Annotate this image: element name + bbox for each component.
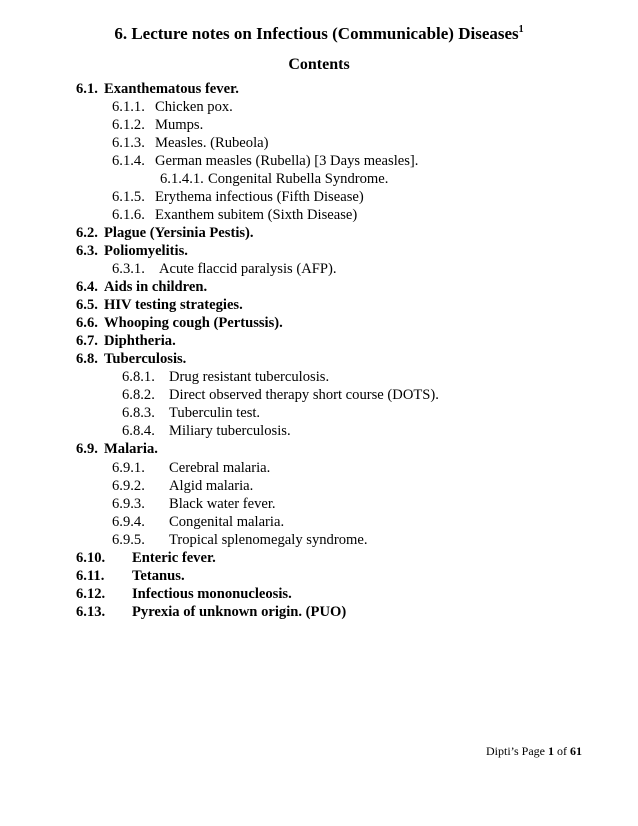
- toc-number: 6.13.: [76, 604, 106, 620]
- toc-number: 6.8.1.: [122, 369, 155, 385]
- toc-text: Infectious mononucleosis.: [132, 586, 292, 602]
- toc-number: 6.6.: [76, 315, 98, 331]
- toc-text: Tropical splenomegaly syndrome.: [169, 532, 368, 548]
- toc-number: 6.11.: [76, 568, 105, 584]
- toc-number: 6.1.3.: [112, 135, 145, 151]
- toc-text: Exanthem subitem (Sixth Disease): [155, 207, 358, 223]
- toc-number: 6.3.1.: [112, 261, 145, 277]
- toc-text: Exanthematous fever.: [104, 81, 239, 97]
- toc-text: HIV testing strategies.: [104, 297, 243, 313]
- toc-text: Malaria.: [104, 441, 158, 457]
- toc-text: German measles (Rubella) [3 Days measles].: [155, 153, 419, 169]
- toc-text: Congenital Rubella Syndrome.: [208, 171, 389, 187]
- toc-number: 6.12.: [76, 586, 106, 602]
- toc-number: 6.7.: [76, 333, 98, 349]
- toc-number: 6.1.1.: [112, 99, 145, 115]
- toc-number: 6.1.4.: [112, 153, 145, 169]
- toc-text: Miliary tuberculosis.: [169, 423, 291, 439]
- toc-text: Erythema infectious (Fifth Disease): [155, 189, 364, 205]
- toc-number: 6.9.3.: [112, 496, 145, 512]
- toc-text: Tuberculosis.: [104, 351, 187, 367]
- toc-text: Plague (Yersinia Pestis).: [104, 225, 254, 241]
- footer-page-total: 61: [570, 744, 582, 758]
- toc-text: Acute flaccid paralysis (AFP).: [159, 261, 337, 277]
- toc-number: 6.1.6.: [112, 207, 145, 223]
- toc-text: Direct observed therapy short course (DOTS).: [169, 387, 439, 403]
- toc-text: Congenital malaria.: [169, 514, 285, 530]
- toc-number: 6.5.: [76, 297, 98, 313]
- toc-number: 6.1.4.1.: [160, 171, 204, 187]
- toc-text: Algid malaria.: [169, 478, 254, 494]
- toc-number: 6.9.1.: [112, 460, 145, 476]
- toc-number: 6.9.: [76, 441, 98, 457]
- toc-number: 6.3.: [76, 243, 98, 259]
- toc-text: Aids in children.: [104, 279, 208, 295]
- toc-text: Mumps.: [155, 117, 204, 133]
- toc-number: 6.8.4.: [122, 423, 155, 439]
- toc-text: Chicken pox.: [155, 99, 233, 115]
- toc-number: 6.1.: [76, 81, 98, 97]
- footer-prefix: Dipti’s Page: [486, 744, 545, 758]
- toc-text: Whooping cough (Pertussis).: [104, 315, 283, 331]
- toc-number: 6.9.2.: [112, 478, 145, 494]
- contents-heading: Contents: [288, 56, 350, 73]
- toc-text: Tuberculin test.: [169, 405, 261, 421]
- toc-text: Enteric fever.: [132, 550, 216, 566]
- toc-number: 6.9.4.: [112, 514, 145, 530]
- toc-text: Diphtheria.: [104, 333, 176, 349]
- title-footnote-marker: 1: [518, 24, 524, 35]
- toc-text: Drug resistant tuberculosis.: [169, 369, 330, 385]
- toc-number: 6.8.: [76, 351, 98, 367]
- footer-page-number: 1: [548, 744, 554, 758]
- toc-number: 6.8.3.: [122, 405, 155, 421]
- toc-text: Black water fever.: [169, 496, 276, 512]
- page-footer: [486, 744, 582, 758]
- title-text: 6. Lecture notes on Infectious (Communicable) Diseases: [114, 24, 519, 43]
- document-title: [0, 24, 638, 44]
- toc-number: 6.8.2.: [122, 387, 155, 403]
- toc-text: Cerebral malaria.: [169, 460, 271, 476]
- toc-number: 6.1.5.: [112, 189, 145, 205]
- footer-of: of: [557, 744, 567, 758]
- toc-text: Poliomyelitis.: [104, 243, 188, 259]
- toc-number: 6.4.: [76, 279, 98, 295]
- toc-number: 6.9.5.: [112, 532, 145, 548]
- toc-number: 6.1.2.: [112, 117, 145, 133]
- toc-number: 6.10.: [76, 550, 106, 566]
- toc-text: Pyrexia of unknown origin. (PUO): [132, 604, 347, 620]
- toc-number: 6.2.: [76, 225, 98, 241]
- toc-text: Measles. (Rubeola): [155, 135, 269, 151]
- toc-text: Tetanus.: [132, 568, 185, 584]
